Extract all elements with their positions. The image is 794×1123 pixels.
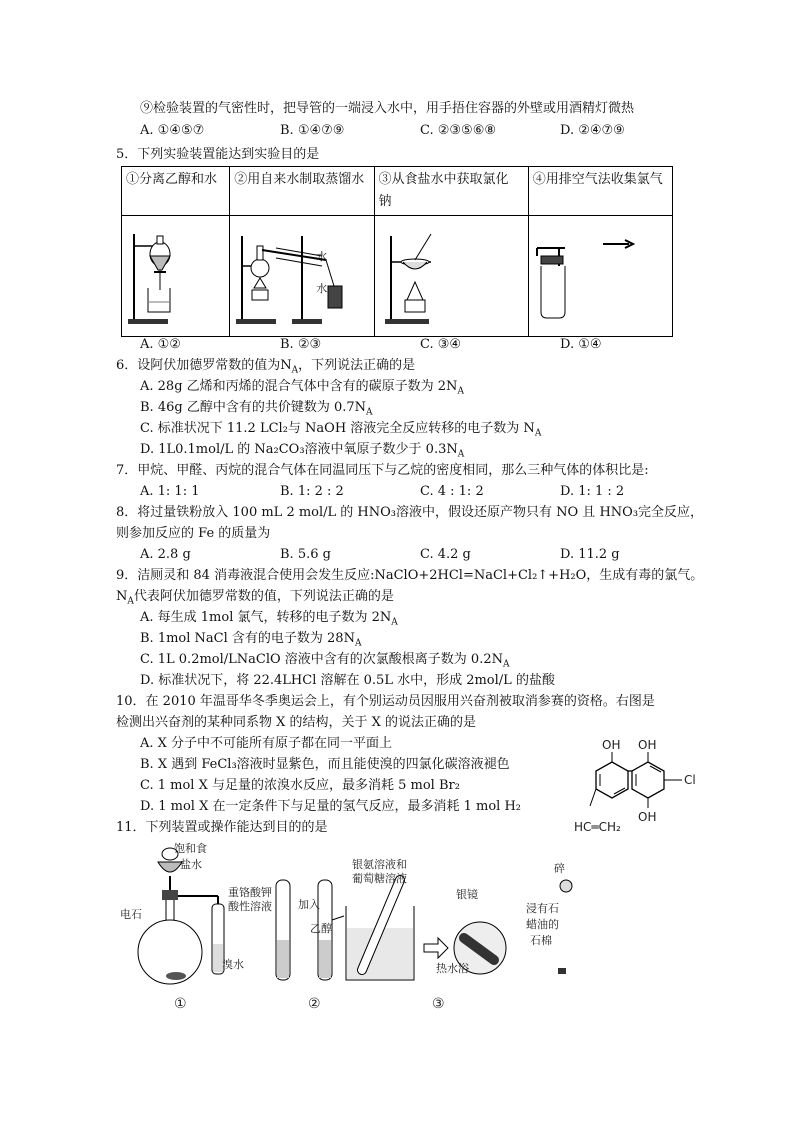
bromine-water-label: 溴水 <box>222 958 244 971</box>
gas-bottle-drawing <box>529 216 665 328</box>
q10-option-d: D. 1 mol X 在一定条件下与足量的氢气反应，最多消耗 1 mol H₂ <box>140 799 521 814</box>
q9-option-d: D. 标准状况下，将 22.4LHCl 溶解在 0.5L 水中，形成 2mol/L 的盐酸 <box>140 673 555 688</box>
oh-label-3: OH <box>638 810 657 824</box>
q5-option-d: D. ①④ <box>560 337 602 352</box>
silver-mirror-label: 银镜 <box>456 888 478 901</box>
q6-stem-end: ，下列说法正确的是 <box>298 358 416 373</box>
broken-label: 碎 <box>554 862 565 875</box>
cl-label: Cl <box>684 773 696 787</box>
fig-number-2: ② <box>308 996 321 1012</box>
q8-stem-2: 则参加反应的 Fe 的质量为 <box>116 526 271 541</box>
sat-brine-label-2: 盐水 <box>180 858 202 871</box>
q6-option-d-sub: A <box>457 449 465 460</box>
q4-option-a: A. ①④⑤⑦ <box>140 123 205 138</box>
q9-stem-2-text: N <box>116 589 128 604</box>
water-out-label: 水 <box>316 282 328 295</box>
q5-cell-4-text: ④用排空气法收集氯气 <box>532 172 663 187</box>
q6-option-a-text: A. 28g 乙烯和丙烯的混合气体中含有的碳原子数为 2N <box>140 379 458 394</box>
glucose-label: 葡萄糖溶液 <box>352 872 407 885</box>
water-in-label: 水 <box>316 250 328 263</box>
q5-figure-1 <box>122 216 230 337</box>
q9-option-c-sub: A <box>503 659 510 670</box>
oh-label-2: OH <box>638 738 657 752</box>
soaked-label-1: 浸有石 <box>526 902 559 915</box>
q11-figures <box>118 840 578 1020</box>
q6-option-b-text: B. 46g 乙醇中含有的共价键数为 0.7N <box>140 400 366 415</box>
add-label: 加入 <box>298 898 320 911</box>
q5-option-c: C. ③④ <box>420 337 462 352</box>
q4-item9: ⑨检验装置的气密性时，把导管的一端浸入水中，用手捂住容器的外壁或用酒精灯微热 <box>140 101 635 116</box>
q6-option-d-text: D. 1L0.1mol/L 的 Na₂CO₃溶液中氧原子数少于 0.3N <box>140 442 458 457</box>
q5-cell-2-text: ②用自来水制取蒸馏水 <box>234 172 365 187</box>
ethanol-label: 乙醇 <box>310 922 332 935</box>
q10-stem-1: 10．在 2010 年温哥华冬季奥运会上，有个别运动员因服用兴奋剂被取消参赛的资格。右图是 <box>116 694 655 709</box>
q5-cell-1 <box>122 167 230 216</box>
q7-stem: 7．甲烷、甲醛、丙烷的混合气体在同温同压下与乙烷的密度相同，那么三种气体的体积比是: <box>116 463 649 478</box>
distillation-drawing <box>230 216 366 328</box>
q5-figure-3 <box>374 216 528 337</box>
q9-option-a-sub: A <box>391 617 398 628</box>
dichromate-label-2: 酸性溶液 <box>228 900 272 913</box>
fig-number-3: ③ <box>432 996 445 1012</box>
q5-cell-3-text: ③从食盐水中获取氯化钠 <box>378 172 509 209</box>
q5-cell-1-text: ①分离乙醇和水 <box>126 172 218 187</box>
q8-option-a: A. 2.8 g <box>140 547 191 562</box>
q9-stem-2-end: 代表阿伏加德罗常数的值，下列说法正确的是 <box>133 589 394 604</box>
silver-ammonia-label: 银氨溶液和 <box>352 858 407 871</box>
q8-stem-1: 8．将过量铁粉放入 100 mL 2 mol/L 的 HNO₃溶液中，假设还原产物只有 NO 且 HNO₃完全反应， <box>116 505 704 520</box>
fig-number-1: ① <box>174 996 187 1012</box>
dichromate-label-1: 重铬酸钾 <box>228 886 272 899</box>
q8-option-d: D. 11.2 g <box>560 547 620 562</box>
q6-stem-text: 6．设阿伏加德罗常数的值为N <box>116 358 292 373</box>
q9-stem-1: 9．洁厕灵和 84 消毒液混合使用会发生反应:NaClO+2HCl=NaCl+Cl₂↑+H₂O，生成有毒的氯气。 <box>116 568 704 583</box>
q5-cell-4 <box>528 167 672 216</box>
q5-option-b: B. ②③ <box>280 337 322 352</box>
q4-option-c: C. ②③⑤⑥⑧ <box>420 123 497 138</box>
q4-option-d: D. ②④⑦⑨ <box>560 123 625 138</box>
q7-option-a: A. 1: 1: 1 <box>140 484 200 499</box>
q8-option-c: C. 4.2 g <box>420 547 471 562</box>
q9-option-b-text: B. 1mol NaCl 含有的电子数为 28N <box>140 631 355 646</box>
q5-cell-2 <box>230 167 374 216</box>
sat-brine-label-1: 饱和食 <box>174 842 207 855</box>
calcium-carbide-label: 电石 <box>120 908 142 921</box>
soaked-label-2: 蜡油的 <box>526 918 559 931</box>
q9-option-c-text: C. 1L 0.2mol/LNaClO 溶液中含有的次氯酸根离子数为 0.2N <box>140 652 503 667</box>
q5-table <box>121 166 673 337</box>
q6-option-c-text: C. 标准状况下 11.2 LCl₂与 NaOH 溶液完全反应转移的电子数为 N <box>140 421 535 436</box>
q6-option-a-sub: A <box>457 386 464 397</box>
q5-figure-2 <box>230 216 374 337</box>
hot-water-bath-label: 热水浴 <box>436 962 469 975</box>
q10-stem-2: 检测出兴奋剂的某种同系物 X 的结构，关于 X 的说法正确的是 <box>116 715 477 730</box>
q10-option-c: C. 1 mol X 与足量的浓溴水反应，最多消耗 5 mol Br₂ <box>140 778 460 793</box>
q7-option-b: B. 1: 2 : 2 <box>280 484 344 499</box>
q6-stem-sub: A <box>291 365 299 376</box>
q7-option-d: D. 1: 1 : 2 <box>560 484 625 499</box>
q5-cell-3 <box>374 167 528 216</box>
oh-label-1: OH <box>602 738 621 752</box>
evaporation-drawing <box>375 216 521 328</box>
q7-option-c: C. 4 : 1: 2 <box>420 484 484 499</box>
q11-stem: 11．下列装置或操作能达到目的的是 <box>116 820 328 835</box>
q10-option-a: A. X 分子中不可能所有原子都在同一平面上 <box>140 736 393 751</box>
q9-option-b-sub: A <box>354 638 362 649</box>
q10-option-b: B. X 遇到 FeCl₃溶液时显紫色，而且能使溴的四氯化碳溶液褪色 <box>140 757 510 772</box>
soaked-label-3: 石棉 <box>530 934 552 947</box>
vinyl-label: HC═CH₂ <box>574 820 621 834</box>
q5-option-a: A. ①② <box>140 337 181 352</box>
q8-option-b: B. 5.6 g <box>280 547 331 562</box>
q9-option-a-text: A. 每生成 1mol 氯气，转移的电子数为 2N <box>140 610 392 625</box>
q6-option-c-sub: A <box>534 428 542 439</box>
q6-option-b-sub: A <box>366 407 373 418</box>
q5-figure-4 <box>528 216 672 337</box>
separatory-funnel-drawing <box>122 216 222 328</box>
q5-stem: 5．下列实验装置能达到实验目的是 <box>116 147 320 162</box>
x-structure-figure <box>570 738 730 838</box>
q4-option-b: B. ①④⑦⑨ <box>280 123 345 138</box>
q9-stem-2-sub: A <box>127 596 134 607</box>
